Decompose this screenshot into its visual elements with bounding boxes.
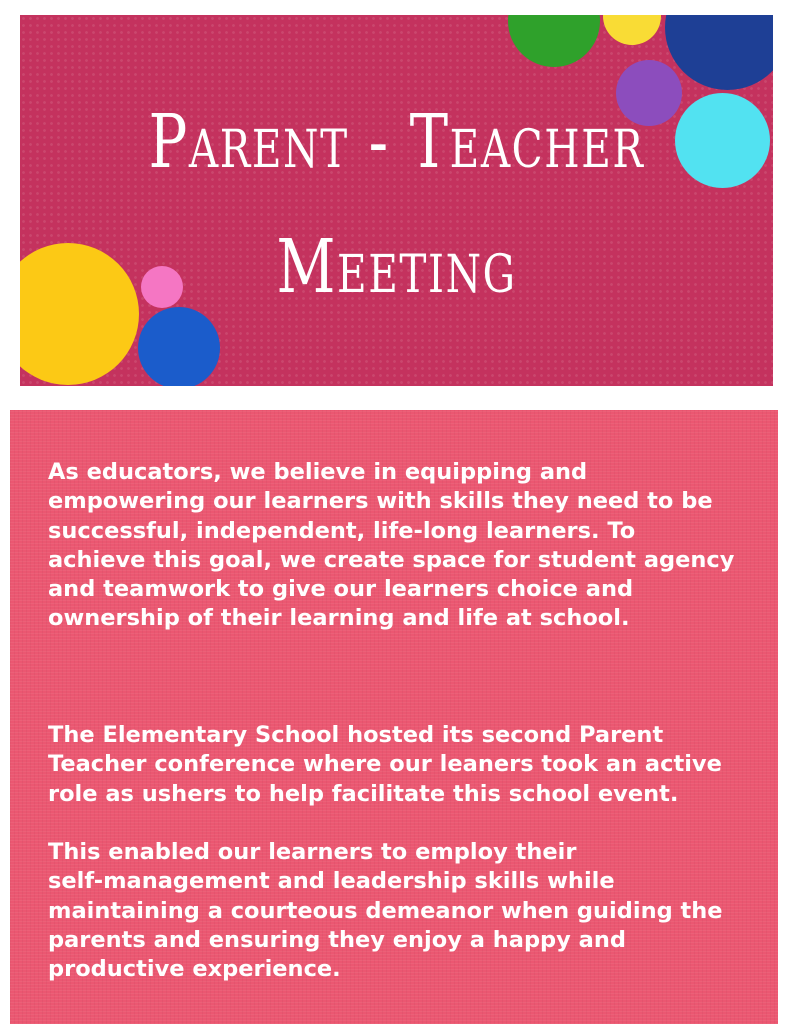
blue-circle-decoration xyxy=(138,307,220,386)
paragraph-learner-skills: This enabled our learners to employ their self-management and leadership skills while maintaining a courteous demeanor when guiding the parents and ensuring they enjoy a happy and productive experience. xyxy=(48,839,723,983)
banner-title-line-1: Parent - Teacher xyxy=(148,99,645,185)
navy-circle-decoration xyxy=(665,15,773,90)
green-circle-decoration xyxy=(508,15,600,67)
content-panel xyxy=(10,410,778,1024)
paragraph-educators-belief: As educators, we believe in equipping and empowering our learners with skills they need to be successful, independent, life-long learners. To achieve this goal, we create space for student agency and teamwork to give our learners choice and ownership of their learning and life at school. xyxy=(48,459,735,632)
banner-title-line-2: Meeting xyxy=(276,224,517,310)
parent-teacher-banner xyxy=(20,15,773,386)
yellow-small-circle-decoration xyxy=(603,15,661,45)
paragraph-school-conference: The Elementary School hosted its second Parent Teacher conference where our leaners took an active role as ushers to help facilitate this school event. xyxy=(48,722,722,807)
